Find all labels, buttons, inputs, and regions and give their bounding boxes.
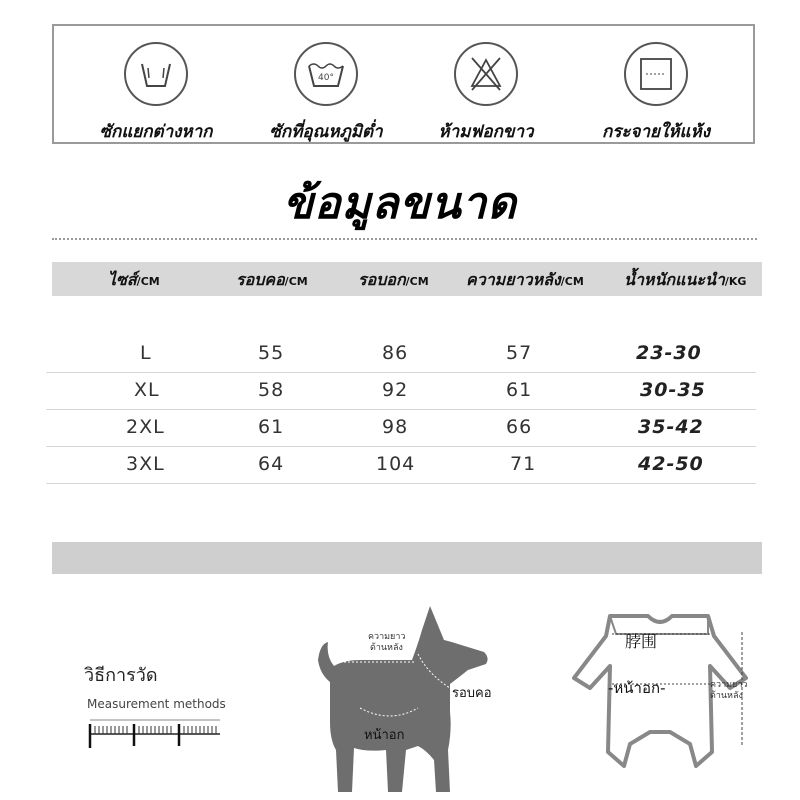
suit-chest-label: -หน้าอก- xyxy=(608,679,666,697)
cell-size: L xyxy=(140,342,152,364)
cell-weight: 23-30 xyxy=(636,342,702,364)
cell-back: 71 xyxy=(510,453,537,475)
header-weight: น้ำหนักแนะนำ/KG xyxy=(624,270,747,289)
dog-back-label-1: ความยาว xyxy=(368,632,406,642)
cell-chest: 86 xyxy=(382,342,409,364)
suit-top-label: 脖围 xyxy=(625,632,658,651)
header-neck: รอบคอ/CM xyxy=(236,270,308,289)
header-chest: รอบอก/CM xyxy=(358,270,429,289)
cell-size: 2XL xyxy=(126,416,165,438)
no-bleach-icon xyxy=(454,42,518,106)
cell-weight: 30-35 xyxy=(640,379,706,401)
care-instructions-box xyxy=(52,24,755,144)
care-label: ซักแยกต่างหาก xyxy=(99,122,213,142)
page-title: ข้อมูลขนาด xyxy=(283,178,517,229)
hand-wash-icon xyxy=(124,42,188,106)
cell-weight: 35-42 xyxy=(638,416,704,438)
suit-back-label-2: ด้านหลัง xyxy=(710,691,743,701)
suit-back-label-1: ความยาว xyxy=(710,680,748,690)
cell-back: 61 xyxy=(506,379,533,401)
measure-title: วิธีการวัด xyxy=(84,665,158,686)
table-row xyxy=(46,373,756,410)
cell-chest: 92 xyxy=(382,379,409,401)
care-label: ห้ามฟอกขาว xyxy=(438,122,534,142)
care-label: ซักที่อุณหภูมิต่ำ xyxy=(269,122,383,142)
cell-back: 57 xyxy=(506,342,533,364)
dog-neck-label: รอบคอ xyxy=(452,686,492,701)
table-row xyxy=(46,447,756,484)
dog-chest-label: หน้าอก xyxy=(364,728,405,743)
cell-chest: 104 xyxy=(376,453,416,475)
cell-neck: 61 xyxy=(258,416,285,438)
care-label: กระจายให้แห้ง xyxy=(602,122,710,142)
cell-neck: 55 xyxy=(258,342,285,364)
cell-chest: 98 xyxy=(382,416,409,438)
cell-size: XL xyxy=(134,379,160,401)
header-size: ไซส์/CM xyxy=(108,270,160,289)
table-row xyxy=(46,410,756,447)
cell-neck: 58 xyxy=(258,379,285,401)
size-table-header xyxy=(52,262,762,296)
dog-back-label-2: ด้านหลัง xyxy=(370,643,403,653)
care-item-wash-40 xyxy=(246,42,406,145)
header-back-length: ความยาวหลัง/CM xyxy=(466,270,584,289)
ruler-icon xyxy=(86,718,226,750)
dotted-divider xyxy=(52,238,757,240)
wash-40-icon xyxy=(294,42,358,106)
section-band xyxy=(52,542,762,574)
dry-flat-icon xyxy=(624,42,688,106)
cell-size: 3XL xyxy=(126,453,165,475)
care-item-hand-wash xyxy=(76,42,236,145)
care-item-no-bleach xyxy=(406,42,566,145)
measure-subtitle: Measurement methods xyxy=(87,697,226,711)
wash-temp-text: 40° xyxy=(318,73,334,83)
cell-back: 66 xyxy=(506,416,533,438)
table-row xyxy=(46,336,756,373)
cell-neck: 64 xyxy=(258,453,285,475)
care-item-dry-flat xyxy=(576,42,736,145)
cell-weight: 42-50 xyxy=(638,453,704,475)
